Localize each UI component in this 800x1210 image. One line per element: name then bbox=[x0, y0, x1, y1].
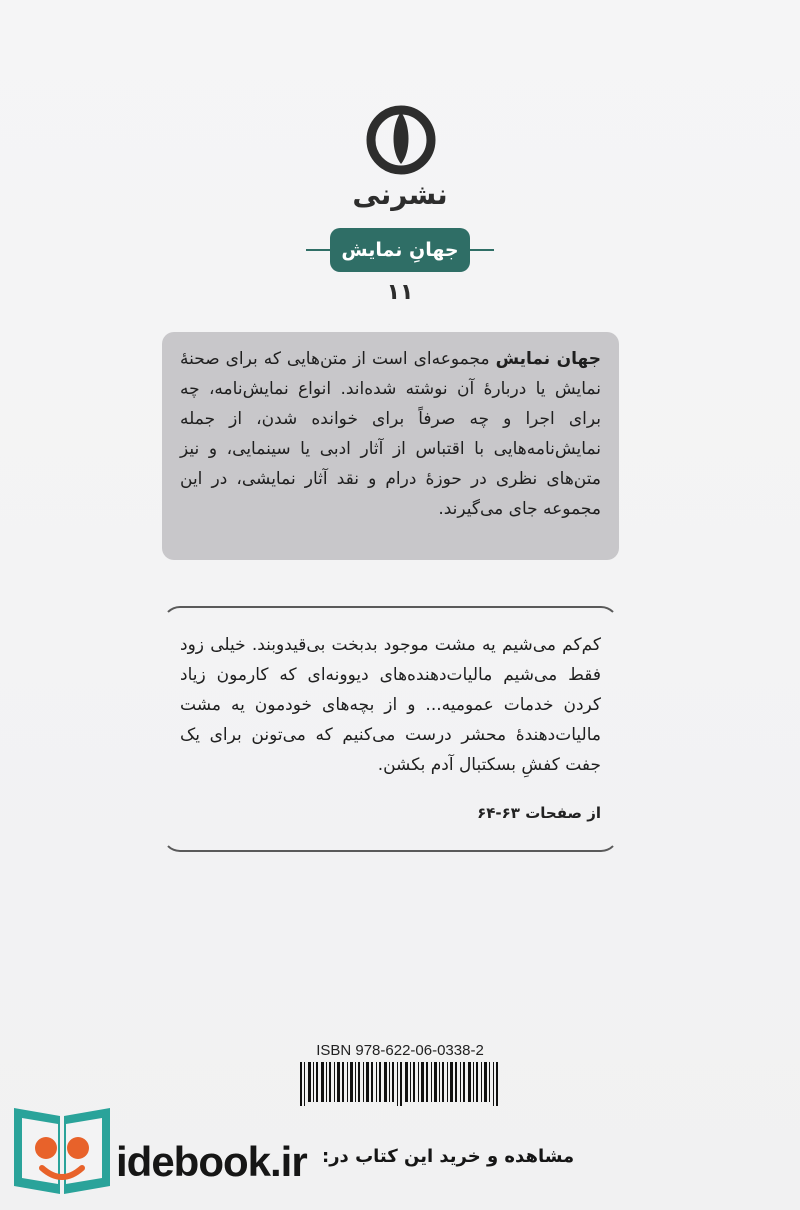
publisher-name: نشرنی bbox=[352, 178, 448, 211]
series-description bbox=[162, 332, 619, 560]
series-title: جهانِ نمایش bbox=[330, 228, 470, 272]
watermark-brand[interactable]: idebook.ir bbox=[116, 1138, 307, 1185]
series-volume: ۱۱ bbox=[386, 280, 414, 305]
watermark-caption: مشاهده و خرید این کتاب در: bbox=[322, 1146, 575, 1167]
quote-text: کم‌کم می‌شیم یه مشت موجود بدبخت بی‌قیدوبند. خیلی زود فقط می‌شیم مالیات‌دهنده‌های دیوونه‌ای که کارمون زیاد کردن خدمات عمومیه... و از بچه‌های خودمون یه مشت مالیات‌دهندهٔ محشر درست می‌کنیم که می‌تونن برای یک جفت کفشِ بسکتبال آدم بکشن. bbox=[180, 635, 601, 775]
description-lead: جهان نمایش bbox=[495, 349, 601, 369]
idebook-logo-icon bbox=[8, 1098, 116, 1202]
isbn-label: ISBN 978-622-06-0338-2 bbox=[316, 1042, 484, 1059]
quote-box bbox=[162, 606, 619, 852]
series-rule-right bbox=[466, 249, 494, 251]
barcode-icon bbox=[300, 1062, 500, 1106]
description-body: مجموعه‌ای است از متن‌هایی که برای صحنهٔ نمایش یا دربارهٔ آن نوشته شده‌اند. انواع نمایش‌نامه، چه برای اجرا و چه صرفاً برای خوانده شدن، از جمله نمایش‌نامه‌هایی با اقتباس از آثار ادبی یا سینمایی، و نیز متن‌های نظری در حوزهٔ درام و نقد آثار نمایشی، در این مجموعه جای می‌گیرند. bbox=[180, 349, 601, 519]
quote-source: از صفحات ۶۳-۶۴ bbox=[477, 804, 601, 822]
series-badge bbox=[306, 228, 494, 272]
